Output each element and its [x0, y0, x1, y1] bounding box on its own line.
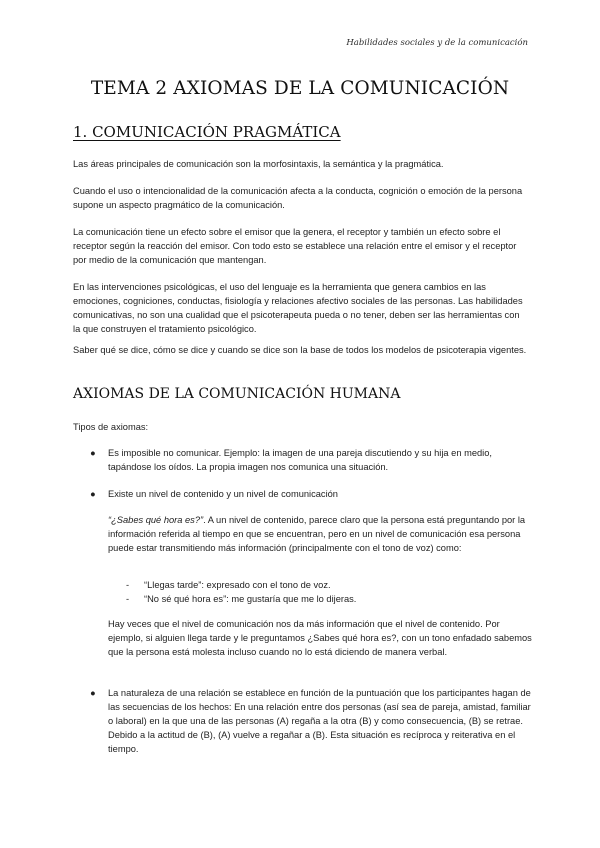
dash-text: “No sé qué hora es”: me gustaría que me lo dijeras.	[144, 594, 357, 604]
axiom-text: La naturaleza de una relación se establece en función de la puntuación que los participantes hagan de las secuencias de los hechos: En una relación entre dos personas (así sea de pareja, amistad, familiar o laboral) en la que una de las personas (A) regaña a la otra (B) y como consecuencia, (B) se retrae. Debido a la actitud de (B), (A) vuelve a regañar a (B). Esta situación es recíproca y reiterativa en el tiempo.	[108, 688, 531, 754]
axiom-list-item	[90, 446, 532, 474]
document-title: TEMA 2 AXIOMAS DE LA COMUNICACIÓN	[90, 78, 510, 99]
paragraph: Cuando el uso o intencionalidad de la comunicación afecta a la conducta, cognición o emoción de la persona supone un aspecto pragmático de la comunicación.	[73, 186, 523, 210]
bullet-icon: ●	[90, 688, 96, 698]
paragraph: Saber qué se dice, cómo se dice y cuando se dice son la base de todos los modelos de psicoterapia vigentes.	[73, 345, 527, 355]
axioms-intro: Tipos de axiomas:	[73, 422, 149, 432]
dash-icon: -	[126, 580, 130, 590]
example-dash-item	[126, 592, 526, 606]
section-heading-axiomas: AXIOMAS DE LA COMUNICACIÓN HUMANA	[73, 386, 401, 402]
closing-paragraph: Hay veces que el nivel de comunicación nos da más información que el nivel de contenido. Por ejemplo, si alguien llega tarde y le preguntamos ¿Sabes qué hora es?, con un tono enfadado sabemos que la persona está molesta incluso cuando no lo está diciendo de manera verbal.	[108, 619, 532, 657]
paragraph: En las intervenciones psicológicas, el uso del lenguaje es la herramienta que genera cambios en las emociones, cogniciones, conductas, fisiología y relaciones afectivo sociales de las personas. Las habilidades comunicativas, no son una cualidad que el psicoterapeuta pueda o no tener, deben ser las herramientas con la que construyen el tratamiento psicológico.	[73, 282, 523, 334]
axiom-text: Es imposible no comunicar. Ejemplo: la imagen de una pareja discutiendo y su hija en medio, tapándose los oídos. La propia imagen nos comunica una situación.	[108, 448, 492, 472]
axiom-list-item	[90, 487, 532, 501]
example-quote: “¿Sabes qué hora es?”	[108, 515, 204, 525]
axiom-list-item	[90, 686, 532, 756]
dash-text: “Llegas tarde”: expresado con el tono de voz.	[144, 580, 331, 590]
dash-icon: -	[126, 594, 130, 604]
paragraph: La comunicación tiene un efecto sobre el emisor que la genera, el receptor y también un efecto sobre el receptor según la reacción del emisor. Con todo esto se establece una relación entre el emisor y el receptor por medio de la comunicación que mantengan.	[73, 227, 517, 265]
paragraph: Las áreas principales de comunicación son la morfosintaxis, la semántica y la pragmática.	[73, 159, 444, 169]
bullet-icon: ●	[90, 489, 96, 499]
example-text: . A un nivel de contenido, parece claro que la persona está preguntando por la información referida al tiempo en que se encuentran, pero en un nivel de comunicación esa persona puede estar transmitiendo más información (principalmente con el tono de voz) como:	[108, 515, 526, 553]
example-paragraph	[108, 513, 532, 555]
bullet-icon: ●	[90, 448, 96, 458]
example-dash-item	[126, 578, 526, 592]
running-header: Habilidades sociales y de la comunicación	[346, 38, 528, 48]
axiom-text: Existe un nivel de contenido y un nivel de comunicación	[108, 489, 338, 499]
section-heading-comunicacion-pragmatica: 1. COMUNICACIÓN PRAGMÁTICA	[73, 123, 341, 141]
